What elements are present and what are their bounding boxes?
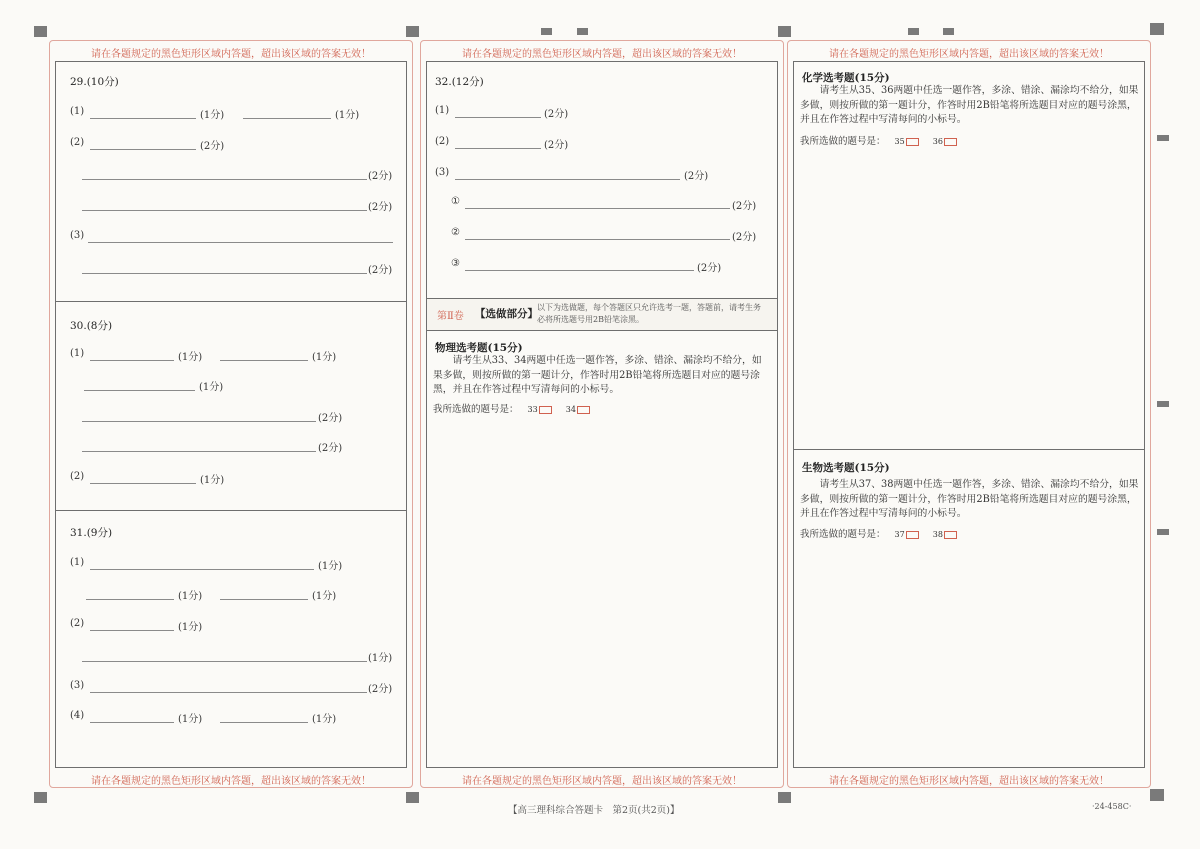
q32-sub1-label: ① [451,196,460,207]
q31-points: (1分) [368,653,393,664]
q32-points: (2分) [697,263,722,274]
section-2-header [427,298,777,331]
q29-answer-line[interactable] [243,118,331,119]
option-37-label: 37 [894,530,905,539]
q32-sub2-label: ② [451,227,460,238]
option-33-label: 33 [527,405,538,414]
option-36-bubble[interactable] [944,138,957,146]
q30-points: (2分) [318,413,343,424]
q32-answer-line[interactable] [465,270,694,271]
q32-points: (2分) [732,201,757,212]
registration-mark [908,28,919,35]
registration-mark [1157,401,1169,407]
q31-points: (2分) [368,684,393,695]
q29-answer-line[interactable] [90,118,196,119]
warning-bottom: 请在各题规定的黑色矩形区域内答题，超出该区域的答案无效！ [462,776,742,787]
q30-answer-line[interactable] [82,451,316,452]
q32-part1-label: (1) [435,105,450,116]
registration-mark [406,26,419,37]
option-34-bubble[interactable] [577,406,590,414]
q31-points: (1分) [312,591,337,602]
answer-column-right [787,40,1151,788]
answer-area-chem-bio [793,61,1145,768]
page-footer: 【高三理科综合答题卡 第2页(共2页)】 [508,805,680,816]
registration-mark [1157,529,1169,535]
question-30-title: 30.(8分) [70,320,113,332]
answer-column-middle [420,40,784,788]
warning-top: 请在各题规定的黑色矩形区域内答题，超出该区域的答案无效！ [829,49,1109,60]
registration-mark [778,792,791,803]
chemistry-instructions: 请考生从35、36两题中任选一题作答，多涂、错涂、漏涂均不给分，如果多做，则按所做的第一题计分，作答时用2B铅笔将所选题目对应的题号涂黑，并且在作答过程中写清每问的小标号。 [800,85,1139,125]
divider [794,449,1144,450]
warning-bottom: 请在各题规定的黑色矩形区域内答题，超出该区域的答案无效！ [829,776,1109,787]
biology-choice-row [800,526,960,540]
question-31-title: 31.(9分) [70,527,113,539]
option-34-label: 34 [565,405,576,414]
option-37-bubble[interactable] [906,531,919,539]
chemistry-choice-row [800,133,960,147]
q31-answer-line[interactable] [90,692,367,693]
q30-part1-label: (1) [70,348,85,359]
q31-part2-label: (2) [70,618,85,629]
q29-points: (2分) [368,265,393,276]
q31-answer-line[interactable] [90,569,314,570]
physics-selected-label: 我所选做的题号是： [433,404,519,415]
q29-answer-line[interactable] [82,210,367,211]
q31-answer-line[interactable] [90,630,174,631]
chemistry-elective-title: 化学选考题(15分) [802,72,890,84]
warning-top: 请在各题规定的黑色矩形区域内答题，超出该区域的答案无效！ [462,49,742,60]
q30-points: (2分) [318,443,343,454]
q32-part2-label: (2) [435,136,450,147]
registration-mark [1157,135,1169,141]
q32-answer-line[interactable] [465,208,730,209]
q31-points: (1分) [178,714,203,725]
q32-answer-line[interactable] [465,239,730,240]
q32-points: (2分) [684,171,709,182]
option-38-bubble[interactable] [944,531,957,539]
q29-points: (2分) [368,202,393,213]
divider [56,301,406,302]
q29-points: (2分) [368,171,393,182]
q31-points: (1分) [178,591,203,602]
biology-selected-label: 我所选做的题号是： [800,529,886,540]
q29-points: (1分) [335,110,360,121]
section-2-note: 以下为选做题，每个答题区只允许选考一题，答题前，请考生务必将所选题号用2B铅笔涂黑。 [537,303,761,324]
q30-part2-label: (2) [70,471,85,482]
registration-mark [1150,23,1164,35]
physics-elective-title: 物理选考题(15分) [435,342,523,354]
physics-instructions: 请考生从33、34两题中任选一题作答，多涂、错涂、漏涂均不给分，如果多做，则按所做的第一题计分，作答时用2B铅笔将所选题目对应的题号涂黑，并且在作答过程中写清每问的小标号。 [433,355,762,395]
question-32-title: 32.(12分) [435,76,484,88]
q31-answer-line[interactable] [220,599,308,600]
q32-answer-line[interactable] [455,117,541,118]
paper-code: ·24-458C· [1092,802,1132,811]
registration-mark [406,792,419,803]
chemistry-selected-label: 我所选做的题号是： [800,136,886,147]
answer-area-29-31 [55,61,407,768]
q30-answer-line[interactable] [90,483,196,484]
registration-mark [943,28,954,35]
section-2-title: 【选做部分】 [475,308,538,320]
option-36-label: 36 [932,137,943,146]
q31-part4-label: (4) [70,710,85,721]
q31-points: (1分) [178,622,203,633]
section-2-label: 第Ⅱ卷 [437,311,464,322]
q30-points: (1分) [199,382,224,393]
answer-column-left [49,40,413,788]
q29-part2-label: (2) [70,137,85,148]
q31-answer-line[interactable] [90,722,174,723]
q29-part3-label: (3) [70,230,85,241]
divider [56,510,406,511]
answer-area-32-physics [426,61,778,768]
q30-answer-line[interactable] [220,360,308,361]
q32-answer-line[interactable] [455,179,680,180]
biology-elective-title: 生物选考题(15分) [802,462,890,474]
q32-sub3-label: ③ [451,258,460,269]
q31-points: (1分) [318,561,343,572]
question-29-title: 29.(10分) [70,76,119,88]
q31-answer-line[interactable] [82,661,367,662]
warning-bottom: 请在各题规定的黑色矩形区域内答题，超出该区域的答案无效！ [91,776,371,787]
registration-mark [541,28,552,35]
option-35-bubble[interactable] [906,138,919,146]
q29-answer-line[interactable] [88,242,393,243]
q32-part3-label: (3) [435,167,450,178]
physics-choice-row [433,401,593,415]
warning-top: 请在各题规定的黑色矩形区域内答题，超出该区域的答案无效！ [91,49,371,60]
q30-answer-line[interactable] [84,390,195,391]
q29-points: (2分) [200,141,225,152]
q31-answer-line[interactable] [86,599,174,600]
q31-points: (1分) [312,714,337,725]
q30-answer-line[interactable] [82,421,316,422]
registration-mark [577,28,588,35]
option-33-bubble[interactable] [539,406,552,414]
q29-part1-label: (1) [70,106,85,117]
registration-mark [1150,789,1164,801]
q30-points: (1分) [312,352,337,363]
registration-mark [34,26,47,37]
q29-answer-line[interactable] [82,179,367,180]
q32-points: (2分) [544,109,569,120]
q29-answer-line[interactable] [82,273,367,274]
registration-mark [34,792,47,803]
q31-part1-label: (1) [70,557,85,568]
q30-points: (1分) [178,352,203,363]
q32-points: (2分) [544,140,569,151]
q31-part3-label: (3) [70,680,85,691]
option-38-label: 38 [932,530,943,539]
registration-mark [778,26,791,37]
q30-points: (1分) [200,475,225,486]
option-35-label: 35 [894,137,905,146]
q32-answer-line[interactable] [455,148,541,149]
biology-instructions: 请考生从37、38两题中任选一题作答，多涂、错涂、漏涂均不给分，如果多做，则按所做的第一题计分，作答时用2B铅笔将所选题目对应的题号涂黑，并且在作答过程中写清每问的小标号。 [800,479,1139,519]
q29-points: (1分) [200,110,225,121]
q32-points: (2分) [732,232,757,243]
q30-answer-line[interactable] [90,360,174,361]
q29-answer-line[interactable] [90,149,196,150]
q31-answer-line[interactable] [220,722,308,723]
